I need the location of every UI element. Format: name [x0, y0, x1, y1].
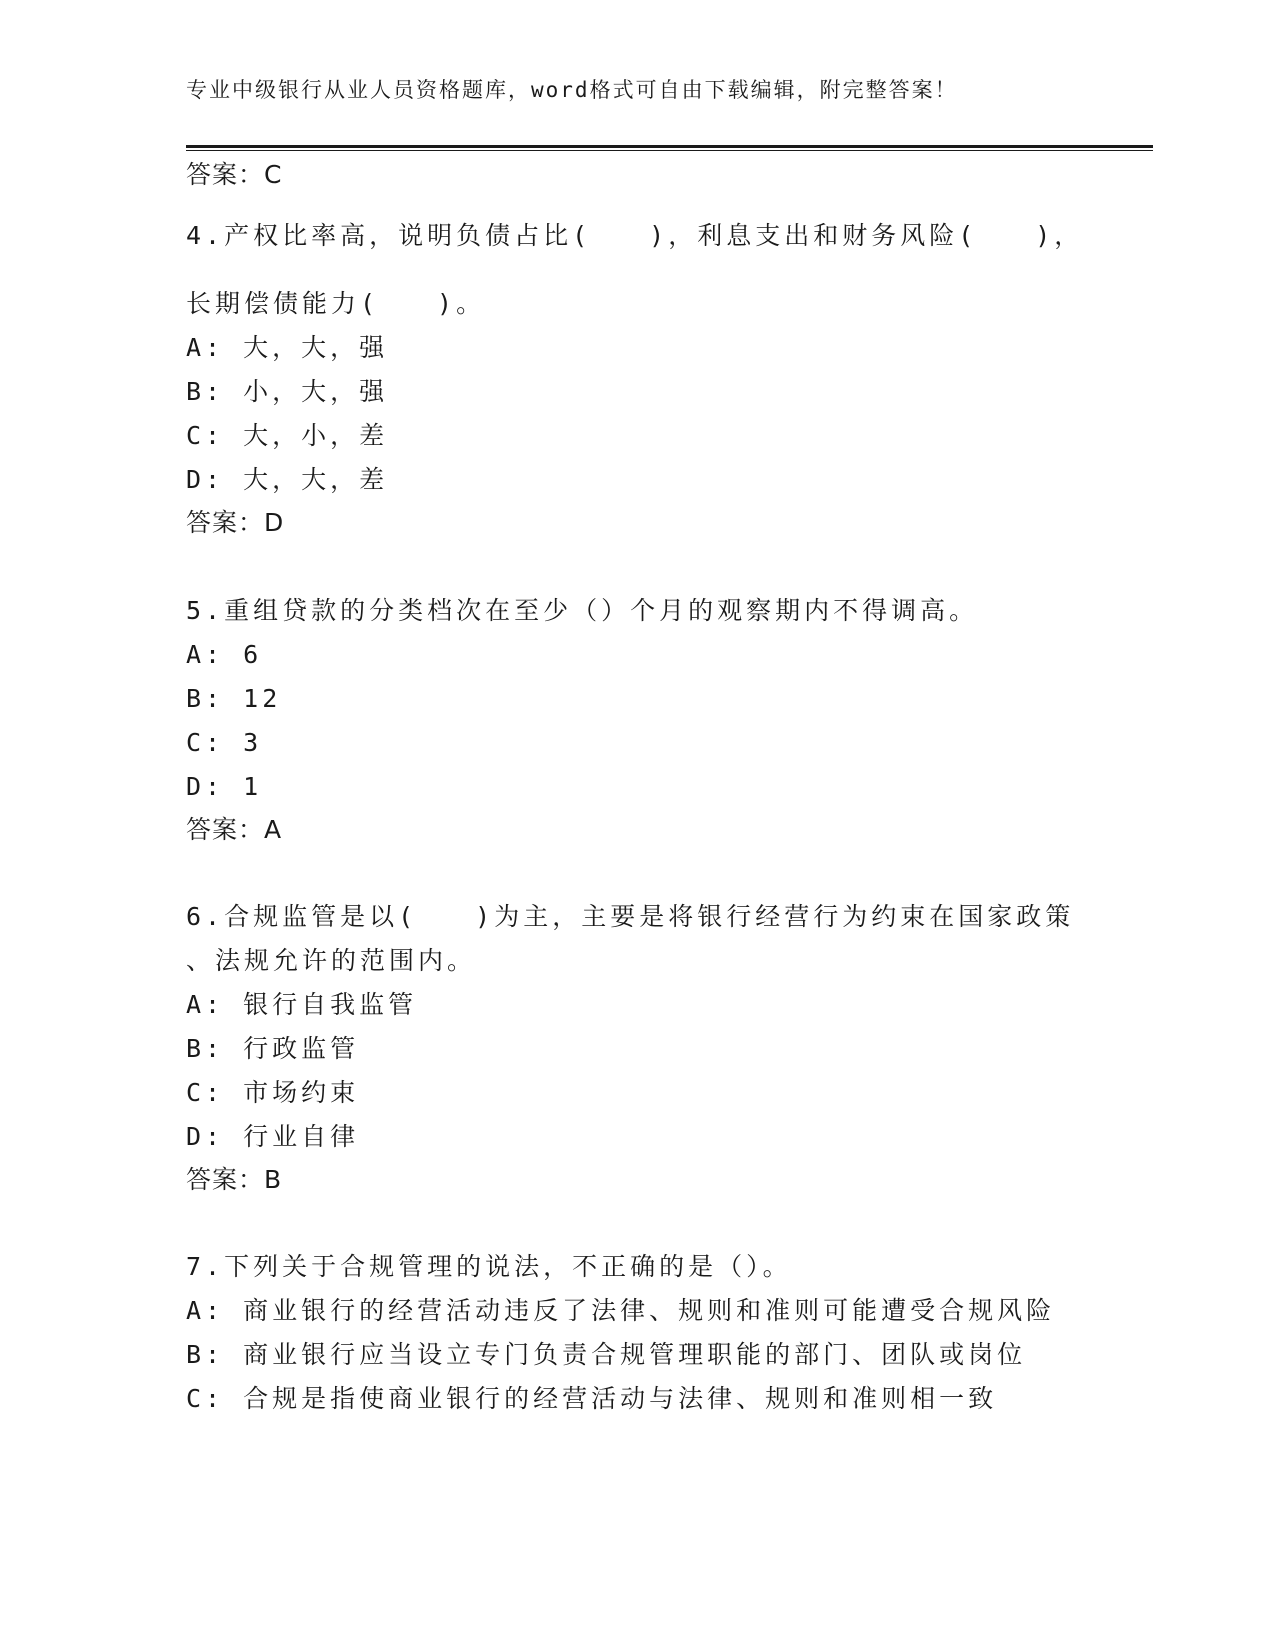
question-5-option-c: C: 3: [186, 728, 263, 757]
question-7-option-c: C: 合规是指使商业银行的经营活动与法律、规则和准则相一致: [186, 1384, 998, 1413]
question-4-stem-line-2: 长期偿债能力( )。: [186, 289, 486, 318]
question-5-stem-line-1: 5.重组贷款的分类档次在至少（）个月的观察期内不得调高。: [186, 596, 979, 625]
question-6-option-c: C: 市场约束: [186, 1078, 360, 1107]
answer-prev: 答案：C: [186, 160, 283, 189]
question-7-option-b: B: 商业银行应当设立专门负责合规管理职能的部门、团队或岗位: [186, 1340, 1027, 1369]
header-rule-thin: [186, 150, 1153, 151]
question-6-option-a: A: 银行自我监管: [186, 990, 418, 1019]
question-4-answer: 答案：D: [186, 508, 285, 537]
question-4-option-a: A: 大，大，强: [186, 333, 389, 362]
question-7-option-a: A: 商业银行的经营活动违反了法律、规则和准则可能遭受合规风险: [186, 1296, 1056, 1325]
question-4-option-d: D: 大，大，差: [186, 465, 389, 494]
question-7-stem-line-1: 7.下列关于合规管理的说法，不正确的是（）。: [186, 1252, 792, 1281]
question-5-option-a: A: 6: [186, 640, 263, 669]
question-5-answer: 答案：A: [186, 815, 283, 844]
question-4-option-c: C: 大，小，差: [186, 421, 389, 450]
header-rule-thick: [186, 145, 1153, 148]
page-header: 专业中级银行从业人员资格题库，word格式可自由下载编辑，附完整答案！: [186, 78, 958, 102]
question-6-option-b: B: 行政监管: [186, 1034, 360, 1063]
question-5-option-b: B: 12: [186, 684, 282, 713]
question-5-option-d: D: 1: [186, 772, 263, 801]
question-6-stem-line-2: 、法规允许的范围内。: [186, 946, 477, 975]
question-6-stem-line-1: 6.合规监管是以( )为主，主要是将银行经营行为约束在国家政策: [186, 902, 1075, 931]
question-4-stem-line-1: 4.产权比率高，说明负债占比( )，利息支出和财务风险( )，: [186, 221, 1084, 250]
question-6-option-d: D: 行业自律: [186, 1122, 360, 1151]
question-4-option-b: B: 小，大，强: [186, 377, 389, 406]
question-6-answer: 答案：B: [186, 1165, 283, 1194]
